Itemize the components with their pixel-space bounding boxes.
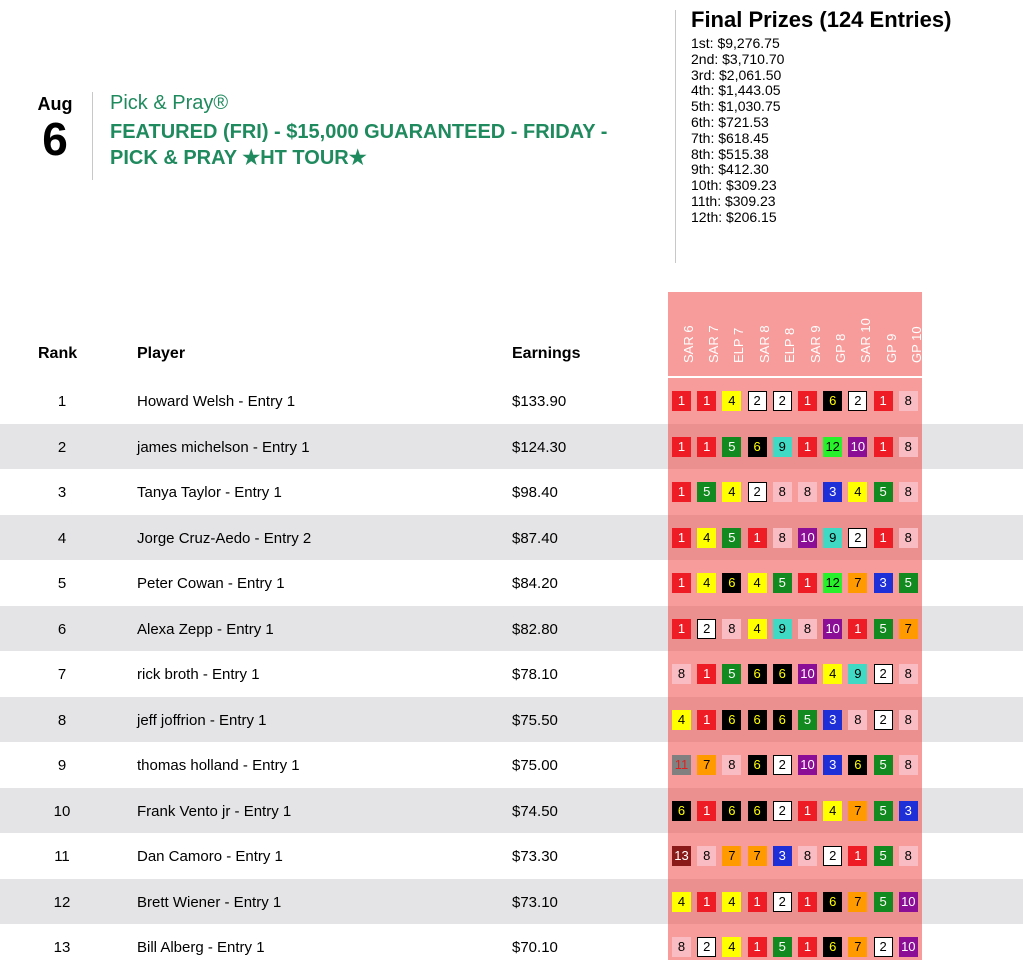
pick-cell: 1	[672, 619, 691, 639]
pick-cell: 8	[672, 664, 691, 684]
pick-cell: 7	[722, 846, 741, 866]
pick-cell: 4	[697, 573, 716, 593]
event-day: 6	[42, 113, 68, 165]
row-picks	[668, 924, 922, 960]
prize-item: 3rd: $2,061.50	[691, 66, 782, 83]
race-header-label: SAR 9	[807, 325, 823, 363]
pick-cell: 12	[823, 573, 842, 593]
table-row[interactable]	[0, 833, 1023, 879]
event-title-block	[110, 91, 650, 171]
pick-cell: 8	[798, 619, 817, 639]
row-picks	[668, 788, 922, 834]
pick-cell: 10	[798, 664, 817, 684]
table-row[interactable]	[0, 515, 1023, 561]
pick-cell: 8	[899, 482, 918, 502]
pick-cell: 4	[672, 710, 691, 730]
row-rank: 3	[57, 484, 67, 501]
row-player: Alexa Zepp - Entry 1	[137, 620, 274, 638]
pick-cell: 8	[899, 664, 918, 684]
pick-cell: 7	[899, 619, 918, 639]
pick-cell: 8	[798, 482, 817, 502]
pick-cell: 3	[823, 710, 842, 730]
row-player: rick broth - Entry 1	[137, 666, 260, 683]
row-rank: 8	[57, 711, 67, 729]
pick-cell: 5	[874, 482, 893, 502]
pick-cell: 10	[899, 892, 918, 912]
row-rank: 2	[57, 438, 67, 456]
race-headers	[668, 292, 925, 376]
pick-cell: 4	[748, 573, 767, 593]
prize-item: 4th: $1,443.05	[691, 82, 781, 99]
pick-cell: 10	[899, 937, 918, 957]
player-header[interactable]: Player	[137, 345, 186, 362]
prizes-list	[691, 36, 951, 226]
row-picks	[668, 469, 922, 515]
pick-cell: 7	[748, 846, 767, 866]
pick-cell: 9	[773, 437, 792, 457]
row-earnings: $124.30	[512, 438, 567, 456]
race-header-label: SAR 8	[756, 325, 772, 363]
race-header-label: GP 9	[883, 333, 899, 363]
pick-cell: 2	[874, 710, 893, 730]
pick-cell: 6	[848, 755, 867, 775]
event-name: FEATURED (FRI) - $15,000 GUARANTEED - FRIDAY - PICK & PRAY ★HT TOUR★	[110, 121, 608, 169]
pick-cell: 6	[823, 892, 842, 912]
row-earnings: $73.10	[512, 893, 558, 911]
pick-cell: 8	[773, 482, 792, 502]
row-rank: 9	[57, 757, 67, 774]
pick-cell: 1	[697, 664, 716, 684]
prize-item: 8th: $515.38	[691, 145, 769, 162]
pick-cell: 1	[672, 482, 691, 502]
prize-item: 2nd: $3,710.70	[691, 50, 785, 67]
pick-cell: 3	[823, 482, 842, 502]
row-rank: 13	[53, 939, 71, 956]
race-header	[821, 292, 846, 370]
table-row[interactable]	[0, 378, 1023, 424]
pick-cell: 2	[773, 755, 792, 775]
table-row[interactable]	[0, 742, 1023, 788]
pick-cell: 3	[899, 801, 918, 821]
pick-cell: 2	[874, 937, 893, 957]
pick-cell: 8	[899, 755, 918, 775]
race-header-label: ELP 7	[731, 327, 747, 363]
prize-item: 12th: $206.15	[691, 208, 777, 225]
pick-cell: 1	[748, 892, 767, 912]
row-earnings: $74.50	[512, 802, 558, 820]
pick-cell: 5	[874, 755, 893, 775]
table-row[interactable]	[0, 697, 1023, 743]
row-picks	[668, 424, 922, 470]
pick-cell: 1	[874, 391, 893, 411]
row-earnings: $87.40	[512, 529, 558, 547]
race-header	[898, 292, 923, 370]
pick-cell: 8	[798, 846, 817, 866]
pick-cell: 2	[748, 391, 767, 411]
pick-cell: 2	[773, 391, 792, 411]
pick-cell: 10	[848, 437, 867, 457]
pick-cell: 13	[672, 846, 691, 866]
event-date	[33, 94, 77, 165]
pick-cell: 4	[722, 391, 741, 411]
pick-cell: 5	[722, 528, 741, 548]
row-earnings: $82.80	[512, 620, 558, 638]
row-earnings: $84.20	[512, 575, 558, 592]
pick-cell: 5	[697, 482, 716, 502]
pick-cell: 11	[672, 755, 691, 775]
pick-cell: 2	[697, 619, 716, 639]
race-header-label: SAR 7	[705, 325, 721, 363]
pick-cell: 1	[848, 619, 867, 639]
prizes-divider	[675, 10, 676, 263]
pick-cell: 1	[697, 892, 716, 912]
pick-cell: 2	[874, 664, 893, 684]
pick-cell: 1	[672, 437, 691, 457]
row-player: Jorge Cruz-Aedo - Entry 2	[137, 529, 312, 547]
row-rank: 11	[54, 848, 70, 865]
race-header	[847, 292, 872, 370]
table-row[interactable]	[0, 879, 1023, 925]
race-header	[694, 292, 719, 370]
pick-cell: 8	[899, 528, 918, 548]
pick-cell: 4	[848, 482, 867, 502]
pick-cell: 8	[899, 391, 918, 411]
row-earnings: $133.90	[512, 393, 567, 410]
row-player: jeff joffrion - Entry 1	[137, 711, 267, 729]
pick-cell: 5	[874, 801, 893, 821]
pick-cell: 6	[722, 801, 741, 821]
race-header	[720, 292, 745, 370]
pick-cell: 2	[773, 892, 792, 912]
table-row[interactable]	[0, 424, 1023, 470]
pick-cell: 12	[823, 437, 842, 457]
leaderboard-table	[0, 378, 1023, 960]
pick-cell: 8	[899, 437, 918, 457]
pick-cell: 4	[722, 482, 741, 502]
pick-cell: 2	[823, 846, 842, 866]
row-picks	[668, 651, 922, 697]
pick-cell: 2	[697, 937, 716, 957]
row-rank: 5	[57, 575, 67, 592]
row-rank: 4	[57, 529, 67, 547]
pick-cell: 5	[874, 892, 893, 912]
pick-cell: 5	[874, 619, 893, 639]
pick-cell: 7	[848, 573, 867, 593]
row-picks	[668, 833, 922, 879]
earnings-header[interactable]: Earnings	[512, 345, 581, 362]
row-rank: 12	[53, 893, 71, 911]
row-earnings: $98.40	[512, 484, 558, 501]
pick-cell: 7	[848, 937, 867, 957]
pick-cell: 1	[874, 437, 893, 457]
pick-cell: 5	[874, 846, 893, 866]
row-earnings: $70.10	[512, 939, 558, 956]
pick-cell: 8	[773, 528, 792, 548]
row-picks	[668, 378, 922, 424]
row-player: Frank Vento jr - Entry 1	[137, 802, 292, 820]
rank-header[interactable]: Rank	[38, 345, 78, 362]
pick-cell: 10	[798, 528, 817, 548]
pick-cell: 1	[874, 528, 893, 548]
prize-item: 11th: $309.23	[691, 192, 776, 209]
pick-cell: 1	[798, 573, 817, 593]
pick-cell: 6	[773, 664, 792, 684]
prizes-title: Final Prizes (124 Entries)	[691, 7, 952, 32]
pick-cell: 1	[672, 528, 691, 548]
prize-item: 1st: $9,276.75	[691, 35, 780, 51]
row-earnings: $78.10	[512, 666, 558, 683]
row-picks	[668, 697, 922, 743]
pick-cell: 1	[697, 710, 716, 730]
pick-cell: 6	[823, 391, 842, 411]
row-rank: 10	[53, 802, 71, 820]
prize-item: 5th: $1,030.75	[691, 98, 781, 115]
row-picks	[668, 606, 922, 652]
pick-cell: 4	[672, 892, 691, 912]
prize-item: 7th: $618.45	[691, 129, 769, 146]
pick-cell: 8	[848, 710, 867, 730]
race-header-label: ELP 8	[782, 327, 798, 363]
row-earnings: $73.30	[512, 848, 558, 865]
table-row[interactable]	[0, 469, 1023, 515]
pick-cell: 1	[748, 937, 767, 957]
pick-cell: 1	[798, 937, 817, 957]
pick-cell: 1	[798, 391, 817, 411]
pick-cell: 5	[899, 573, 918, 593]
pick-cell: 6	[748, 801, 767, 821]
pick-cell: 3	[823, 755, 842, 775]
row-picks	[668, 515, 922, 561]
pick-cell: 6	[748, 755, 767, 775]
event-brand: Pick & Pray®	[110, 92, 229, 114]
race-header	[771, 292, 796, 370]
table-row[interactable]	[0, 560, 1023, 606]
pick-cell: 5	[773, 573, 792, 593]
pick-cell: 4	[823, 801, 842, 821]
row-picks	[668, 560, 922, 606]
pick-cell: 7	[848, 801, 867, 821]
pick-cell: 2	[848, 391, 867, 411]
pick-cell: 5	[722, 664, 741, 684]
pick-cell: 8	[672, 937, 691, 957]
race-header	[669, 292, 694, 370]
table-row[interactable]	[0, 651, 1023, 697]
table-row[interactable]	[0, 924, 1023, 960]
pick-cell: 9	[823, 528, 842, 548]
prize-item: 6th: $721.53	[691, 113, 769, 130]
pick-cell: 1	[697, 437, 716, 457]
pick-cell: 5	[722, 437, 741, 457]
pick-cell: 6	[748, 710, 767, 730]
pick-cell: 8	[697, 846, 716, 866]
row-player: james michelson - Entry 1	[137, 438, 310, 456]
pick-cell: 2	[773, 801, 792, 821]
pick-cell: 1	[672, 573, 691, 593]
pick-cell: 1	[798, 892, 817, 912]
pick-cell: 10	[823, 619, 842, 639]
row-rank: 1	[57, 393, 67, 410]
row-player: Howard Welsh - Entry 1	[137, 393, 296, 410]
pick-cell: 8	[722, 755, 741, 775]
row-picks	[668, 879, 922, 925]
pick-cell: 6	[823, 937, 842, 957]
pick-cell: 1	[848, 846, 867, 866]
row-player: Brett Wiener - Entry 1	[137, 893, 282, 911]
pick-cell: 4	[697, 528, 716, 548]
race-header-label: SAR 6	[680, 325, 696, 363]
pick-cell: 4	[722, 937, 741, 957]
pick-cell: 6	[722, 573, 741, 593]
race-header	[872, 292, 897, 370]
row-player: thomas holland - Entry 1	[137, 757, 300, 774]
pick-cell: 8	[899, 846, 918, 866]
pick-cell: 1	[697, 391, 716, 411]
pick-cell: 9	[848, 664, 867, 684]
row-player: Dan Camoro - Entry 1	[137, 848, 283, 865]
header-divider	[92, 92, 93, 180]
pick-cell: 8	[722, 619, 741, 639]
prize-item: 10th: $309.23	[691, 177, 777, 194]
pick-cell: 1	[748, 528, 767, 548]
race-header-label: GP 10	[909, 326, 925, 363]
pick-cell: 7	[697, 755, 716, 775]
row-earnings: $75.00	[512, 757, 558, 774]
pick-cell: 6	[773, 710, 792, 730]
pick-cell: 6	[722, 710, 741, 730]
pick-cell: 3	[874, 573, 893, 593]
race-header-label: GP 8	[832, 333, 848, 363]
pick-cell: 7	[848, 892, 867, 912]
row-picks	[668, 742, 922, 788]
row-rank: 6	[57, 620, 67, 638]
pick-cell: 4	[722, 892, 741, 912]
pick-cell: 1	[672, 391, 691, 411]
table-row[interactable]	[0, 606, 1023, 652]
pick-cell: 1	[798, 801, 817, 821]
event-month: Aug	[37, 94, 73, 114]
pick-cell: 9	[773, 619, 792, 639]
row-player: Bill Alberg - Entry 1	[137, 939, 265, 956]
table-row[interactable]	[0, 788, 1023, 834]
race-header-label: SAR 10	[858, 318, 874, 363]
pick-cell: 4	[748, 619, 767, 639]
pick-cell: 1	[697, 801, 716, 821]
row-rank: 7	[57, 666, 67, 683]
pick-cell: 10	[798, 755, 817, 775]
pick-cell: 5	[798, 710, 817, 730]
race-header	[796, 292, 821, 370]
pick-cell: 1	[798, 437, 817, 457]
pick-cell: 8	[899, 710, 918, 730]
pick-cell: 2	[848, 528, 867, 548]
pick-cell: 5	[773, 937, 792, 957]
pick-cell: 2	[748, 482, 767, 502]
pick-cell: 6	[748, 664, 767, 684]
row-earnings: $75.50	[512, 711, 558, 729]
pick-cell: 6	[748, 437, 767, 457]
prizes-panel	[691, 7, 951, 226]
pick-cell: 3	[773, 846, 792, 866]
pick-cell: 6	[672, 801, 691, 821]
row-player: Peter Cowan - Entry 1	[137, 575, 285, 592]
pick-cell: 4	[823, 664, 842, 684]
race-header	[745, 292, 770, 370]
row-player: Tanya Taylor - Entry 1	[137, 484, 282, 501]
prize-item: 9th: $412.30	[691, 161, 769, 178]
